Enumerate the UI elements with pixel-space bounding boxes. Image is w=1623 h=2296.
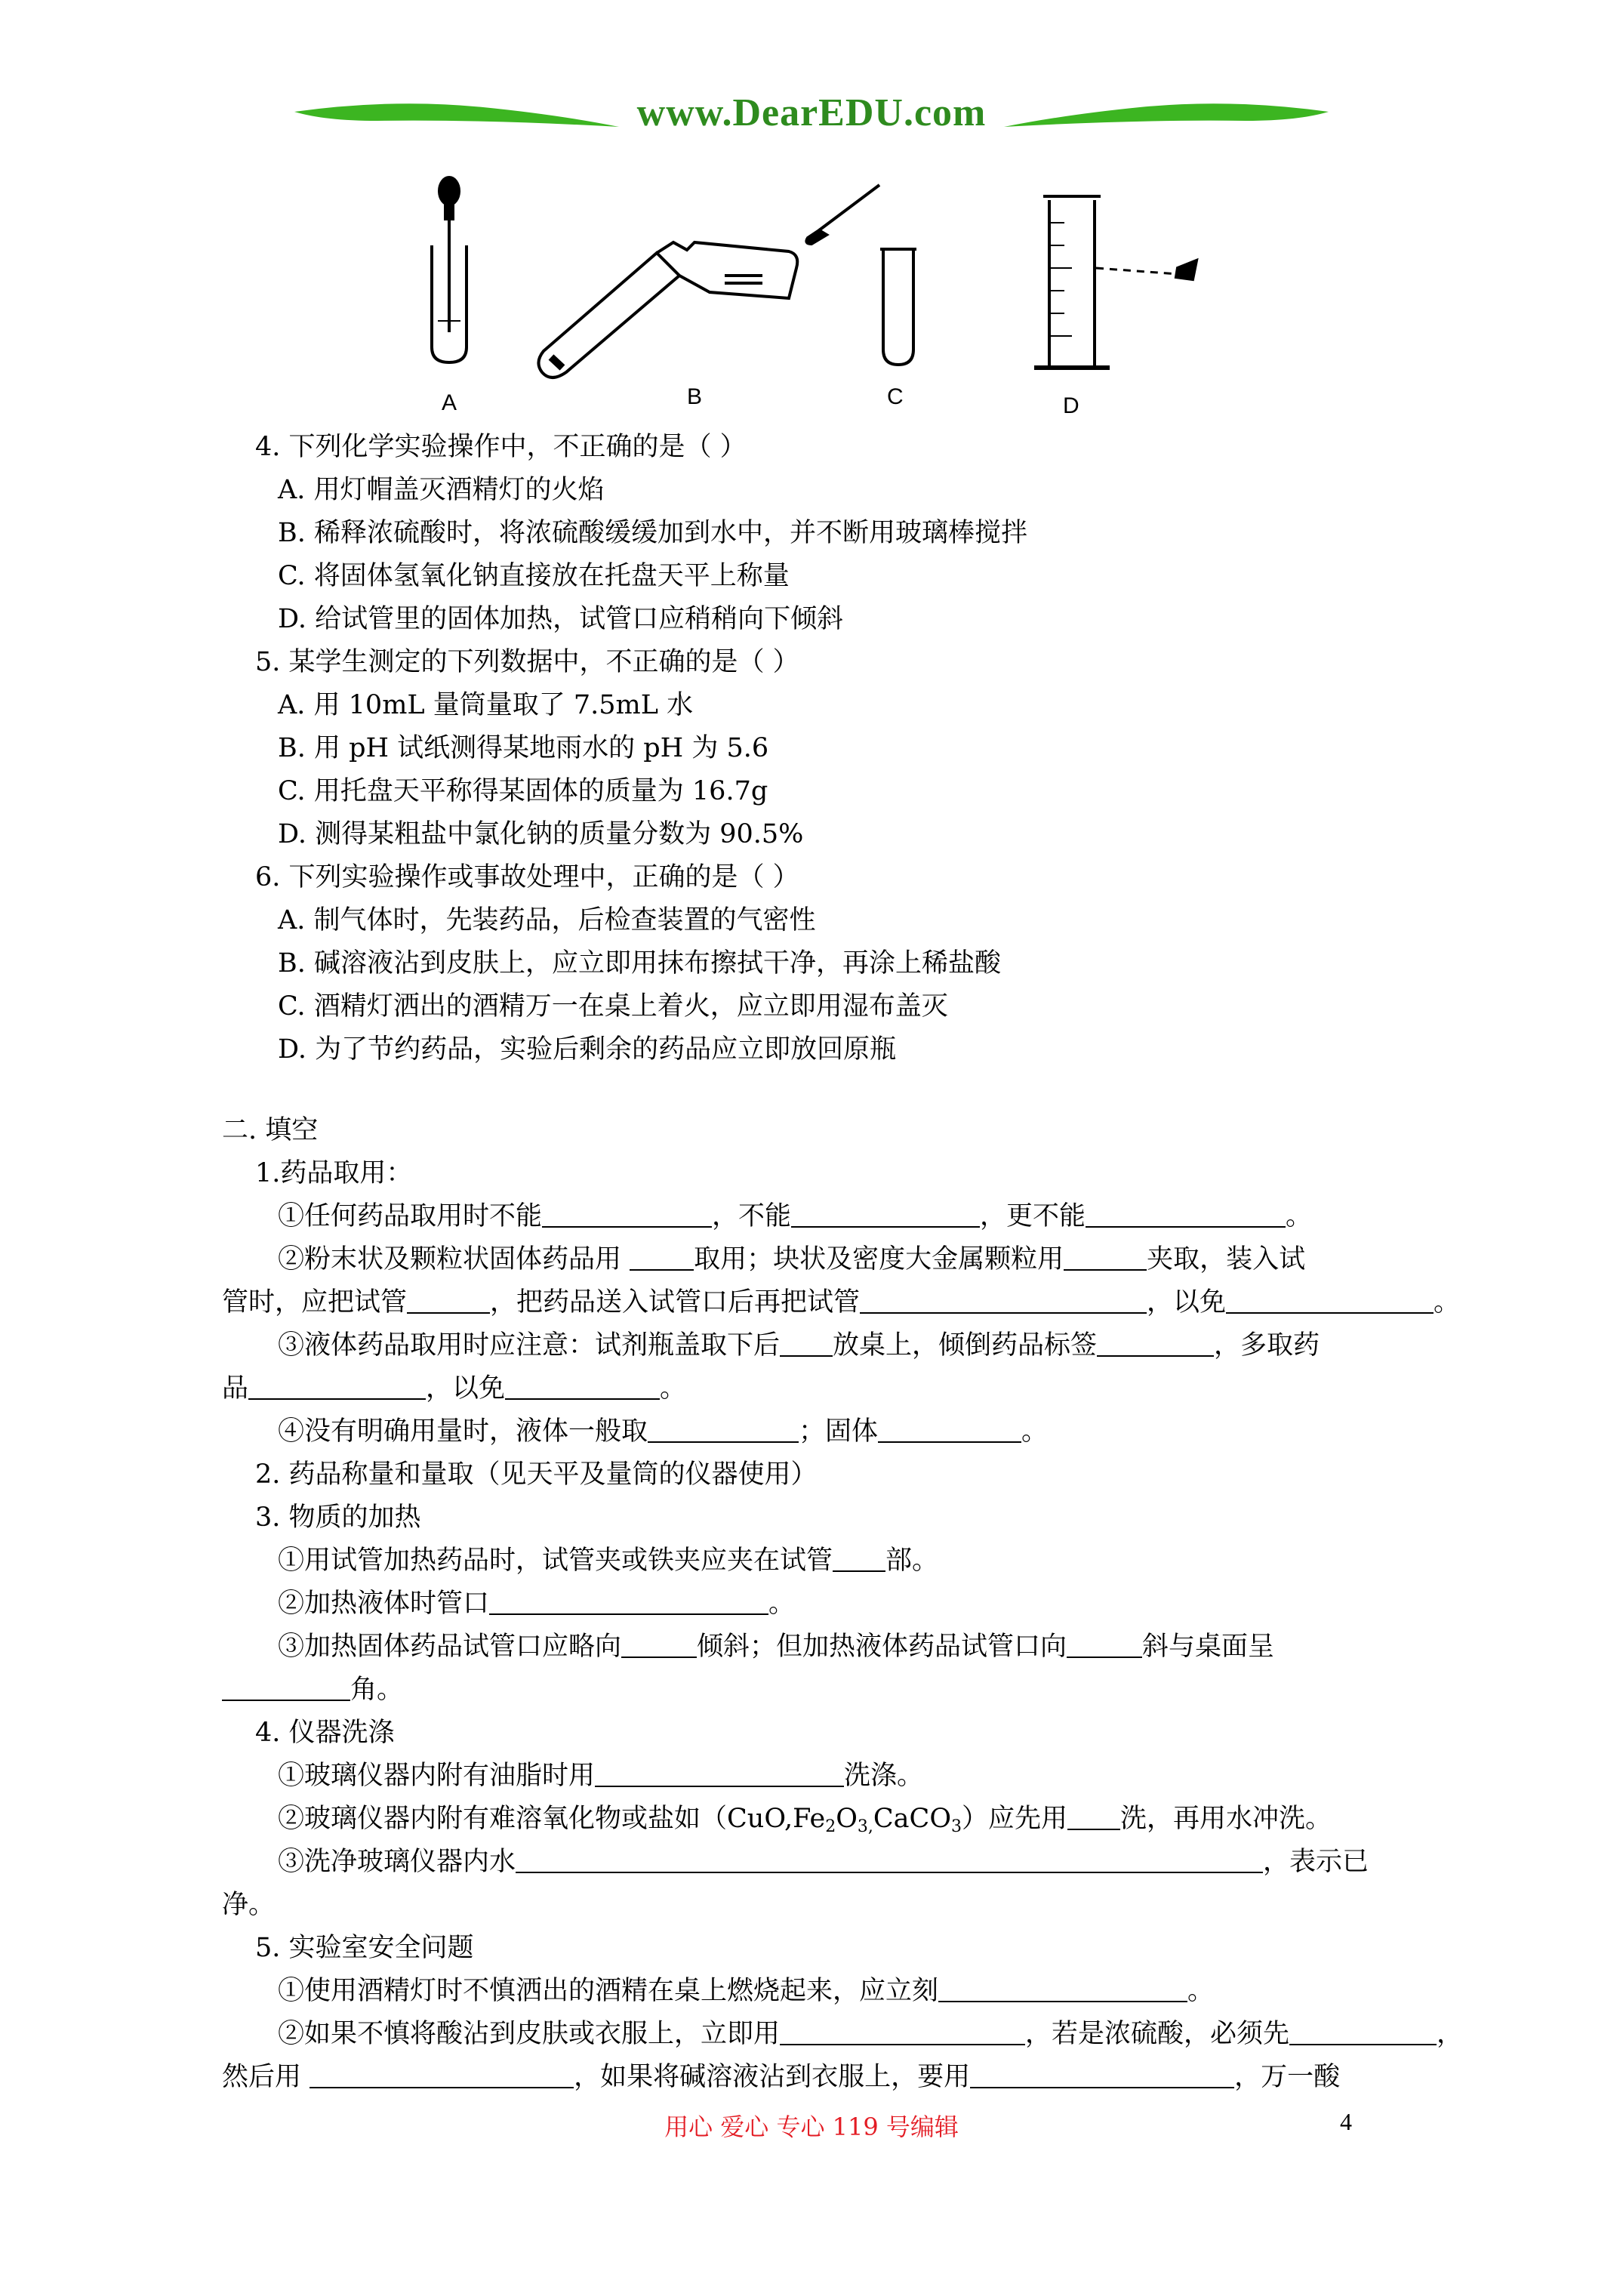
q4-option-b: B. 稀释浓硫酸时，将浓硫酸缓缓加到水中，并不断用玻璃棒搅拌 — [278, 518, 1027, 548]
footer-text: 用心 爱心 专心 119 号编辑 — [664, 2113, 959, 2141]
site-title[interactable]: www.DearEDU.com — [636, 91, 987, 134]
figure-b-pouring-liquid — [538, 242, 797, 378]
item1-line5: 品 ，以免 。 — [222, 1373, 687, 1404]
q6-option-d: D. 为了节约药品，实验后剩余的药品应立即放回原瓶 — [278, 1034, 897, 1065]
item4-line4: 净。 — [222, 1890, 276, 1920]
item1-line1: ①任何药品取用时不能 ，不能 ，更不能 。 — [278, 1201, 1313, 1231]
item4-line1: ①玻璃仪器内附有油脂时用 洗涤。 — [278, 1761, 924, 1791]
q6-option-b: B. 碱溶液沾到皮肤上，应立即用抹布擦拭干净，再涂上稀盐酸 — [278, 948, 1001, 978]
item5-line2: ②如果不慎将酸沾到皮肤或衣服上，立即用 ，若是浓硫酸，必须先 ， — [278, 2019, 1464, 2049]
section-2-heading: 二. 填空 — [222, 1115, 319, 1145]
q5-option-d: D. 测得某粗盐中氯化钠的质量分数为 90.5% — [278, 819, 804, 849]
item5-title: 5. 实验室安全问题 — [255, 1933, 474, 1963]
item1-line6: ④没有明确用量时，液体一般取 ；固体 。 — [278, 1416, 1049, 1447]
item1-line3: 管时，应把试管 ，把药品送入试管口后再把试管 ，以免 。 — [222, 1287, 1461, 1318]
q6-option-a: A. 制气体时，先装药品，后检查装置的气密性 — [278, 905, 816, 935]
q5-option-c: C. 用托盘天平称得某固体的质量为 16.7g — [278, 776, 768, 806]
item1-line4: ③液体药品取用时应注意：试剂瓶盖取下后 放桌上，倾倒药品标签 ，多取药 — [278, 1330, 1320, 1361]
item3-line1: ①用试管加热药品时，试管夹或铁夹应夹在试管 部。 — [278, 1546, 939, 1576]
figure-label-a: A — [442, 390, 457, 415]
q5-stem: 5. 某学生测定的下列数据中，不正确的是（ ） — [255, 647, 799, 677]
figure-label-d: D — [1063, 393, 1079, 418]
q6-option-c: C. 酒精灯洒出的酒精万一在桌上着火，应立即用湿布盖灭 — [278, 991, 948, 1022]
item3-line3: ③加热固体药品试管口应略向 倾斜；但加热液体药品试管口向 斜与桌面呈 — [278, 1632, 1275, 1662]
figure-label-b: B — [687, 384, 703, 409]
q5-option-a: A. 用 10mL 量筒量取了 7.5mL 水 — [278, 690, 694, 720]
item5-line1: ①使用酒精灯时不慎洒出的酒精在桌上燃烧起来，应立刻 。 — [278, 1976, 1215, 2006]
q4-option-d: D. 给试管里的固体加热，试管口应稍稍向下倾斜 — [278, 604, 844, 634]
figure-a-dropper-in-tube — [432, 177, 467, 362]
item3-title: 3. 物质的加热 — [255, 1502, 421, 1533]
q4-option-c: C. 将固体氢氧化钠直接放在托盘天平上称量 — [278, 561, 790, 591]
item2-title: 2. 药品称量和量取（见天平及量筒的仪器使用） — [255, 1459, 818, 1490]
figure-label-c: C — [887, 384, 904, 409]
item1-line2: ②粉末状及颗粒状固体药品用 取用；块状及密度大金属颗粒用 夹取，装入试 — [278, 1244, 1306, 1274]
figure-c-spatula-tube — [806, 185, 916, 365]
item3-line4: 角。 — [222, 1673, 403, 1706]
item4-title: 4. 仪器洗涤 — [255, 1718, 395, 1748]
item3-line2: ②加热液体时管口 。 — [278, 1589, 796, 1619]
q4-option-a: A. 用灯帽盖灭酒精灯的火焰 — [278, 475, 605, 505]
item4-line2: ②玻璃仪器内附有难溶氧化物或盐如$(CuO,Fe_2O_{3,}CaCO_3)$应先用 洗，再用水冲洗。 — [278, 1804, 1332, 1836]
item1-title: 1.药品取用： — [255, 1158, 413, 1188]
q5-option-b: B. 用 pH 试纸测得某地雨水的 pH 为 5.6 — [278, 733, 769, 763]
q4-stem: 4. 下列化学实验操作中，不正确的是（ ） — [255, 432, 747, 462]
figure-d-graduated-cylinder — [1034, 196, 1196, 368]
page-number: 4 — [1340, 2108, 1352, 2135]
lab-operations-figure — [408, 170, 1261, 419]
item4-line3: ③洗净玻璃仪器内水 ，表示已 — [278, 1847, 1369, 1877]
q6-stem: 6. 下列实验操作或事故处理中，正确的是（ ） — [255, 862, 799, 892]
item5-line3: 然后用 ，如果将碱溶液沾到衣服上，要用 ，万一酸 — [222, 2062, 1341, 2092]
